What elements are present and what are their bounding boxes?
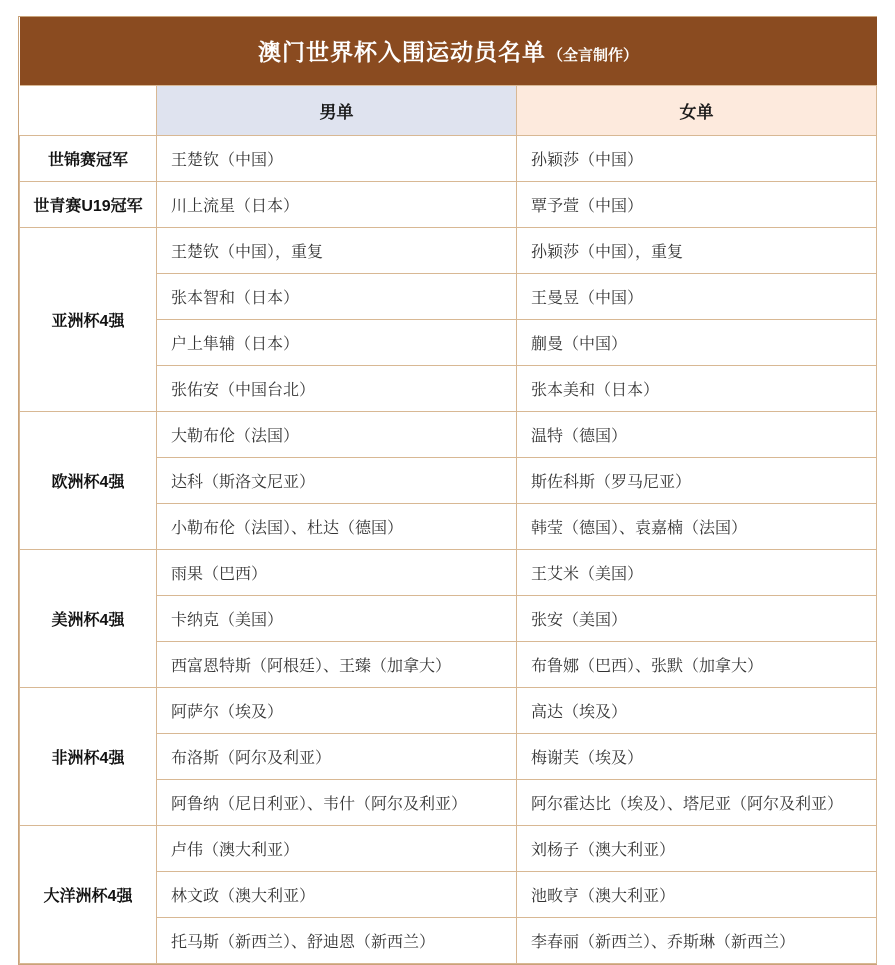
table-row [20,688,877,734]
cell-mens-singles: 王楚钦（中国） [157,136,517,182]
page-title: 澳门世界杯入围运动员名单 [258,39,546,65]
cell-womens-singles: 蒯曼（中国） [517,320,877,366]
cell-womens-singles: 刘杨子（澳大利亚） [517,826,877,872]
cell-womens-singles: 高达（埃及） [517,688,877,734]
cell-mens-singles: 林文政（澳大利亚） [157,872,517,918]
cell-womens-singles: 李春丽（新西兰）、乔斯琳（新西兰） [517,918,877,964]
cell-womens-singles: 布鲁娜（巴西）、张默（加拿大） [517,642,877,688]
column-header-mens-singles: 男单 [157,86,517,136]
cell-womens-singles: 温特（德国） [517,412,877,458]
table-row [20,182,877,228]
row-header-5: 非洲杯4强 [20,688,157,826]
table-title-row [20,17,877,86]
cell-mens-singles: 托马斯（新西兰）、舒迪恩（新西兰） [157,918,517,964]
cell-mens-singles: 王楚钦（中国），重复 [157,228,517,274]
cell-mens-singles: 西富恩特斯（阿根廷）、王臻（加拿大） [157,642,517,688]
row-header-4: 美洲杯4强 [20,550,157,688]
cell-womens-singles: 张本美和（日本） [517,366,877,412]
cell-mens-singles: 卡纳克（美国） [157,596,517,642]
athlete-list-table-container [18,16,877,965]
cell-mens-singles: 张佑安（中国台北） [157,366,517,412]
cell-womens-singles: 张安（美国） [517,596,877,642]
cell-womens-singles: 阿尔霍达比（埃及）、塔尼亚（阿尔及利亚） [517,780,877,826]
cell-mens-singles: 小勒布伦（法国）、杜达（德国） [157,504,517,550]
cell-womens-singles: 王艾米（美国） [517,550,877,596]
cell-womens-singles: 孙颖莎（中国），重复 [517,228,877,274]
table-row [20,550,877,596]
table-header-row [20,86,877,136]
cell-womens-singles: 孙颖莎（中国） [517,136,877,182]
cell-mens-singles: 户上隼辅（日本） [157,320,517,366]
cell-womens-singles: 斯佐科斯（罗马尼亚） [517,458,877,504]
table-body [20,17,877,964]
table-row [20,136,877,182]
cell-womens-singles: 王曼昱（中国） [517,274,877,320]
table-row [20,826,877,872]
cell-mens-singles: 达科（斯洛文尼亚） [157,458,517,504]
column-header-womens-singles: 女单 [517,86,877,136]
row-header-3: 欧洲杯4强 [20,412,157,550]
row-header-0: 世锦赛冠军 [20,136,157,182]
cell-womens-singles: 池畋亨（澳大利亚） [517,872,877,918]
cell-mens-singles: 川上流星（日本） [157,182,517,228]
column-header-blank [20,86,157,136]
row-header-2: 亚洲杯4强 [20,228,157,412]
cell-mens-singles: 大勒布伦（法国） [157,412,517,458]
table-title-cell [20,17,877,86]
table-row [20,228,877,274]
page-title-suffix: （全言制作） [548,47,639,64]
athlete-list-table [19,17,877,964]
cell-womens-singles: 韩莹（德国）、袁嘉楠（法国） [517,504,877,550]
cell-mens-singles: 布洛斯（阿尔及利亚） [157,734,517,780]
row-header-1: 世青赛U19冠军 [20,182,157,228]
cell-womens-singles: 覃予萱（中国） [517,182,877,228]
cell-mens-singles: 张本智和（日本） [157,274,517,320]
cell-mens-singles: 雨果（巴西） [157,550,517,596]
cell-womens-singles: 梅谢芙（埃及） [517,734,877,780]
row-header-6: 大洋洲杯4强 [20,826,157,964]
cell-mens-singles: 阿萨尔（埃及） [157,688,517,734]
cell-mens-singles: 卢伟（澳大利亚） [157,826,517,872]
table-row [20,412,877,458]
cell-mens-singles: 阿鲁纳（尼日利亚）、韦什（阿尔及利亚） [157,780,517,826]
